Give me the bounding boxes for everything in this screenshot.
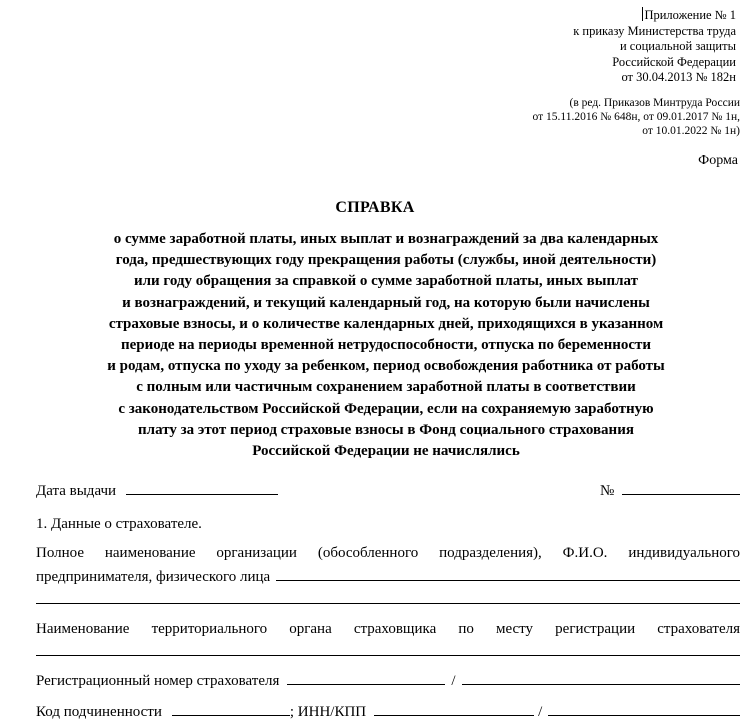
issue-date-row	[36, 480, 278, 500]
subtitle-line: страховые взносы, и о количестве календарных дней, приходящихся в указанном	[108, 315, 664, 332]
header-line-1: Приложение № 1	[644, 8, 736, 22]
slash-separator: /	[451, 673, 456, 689]
header-line-3: и социальной защиты	[619, 39, 736, 53]
number-row	[600, 480, 740, 500]
issue-date-label: Дата выдачи	[36, 483, 117, 499]
subordination-code-field[interactable]	[172, 701, 290, 716]
reg-number-field-2[interactable]	[462, 670, 740, 685]
kpp-field[interactable]	[548, 701, 740, 716]
subordination-label: Код подчиненности	[36, 704, 162, 720]
subtitle-line: о сумме заработной платы, иных выплат и вознаграждений за два календарных	[113, 231, 659, 247]
subtitle-line: Российской Федерации не начислялись	[252, 443, 520, 460]
org-name-label-line-1: Полное наименование организации (обособленного подразделения), Ф.И.О. индивидуального	[36, 545, 740, 561]
document-number-field[interactable]	[622, 480, 740, 495]
org-name-field[interactable]	[276, 566, 740, 581]
number-label: №	[600, 483, 615, 499]
form-label: Форма	[698, 153, 738, 168]
territorial-body-label: Наименование территориального органа страховщика по месту регистрации страхователя	[36, 621, 740, 637]
reg-number-label: Регистрационный номер страхователя	[36, 673, 280, 689]
amendment-line-3: от 10.01.2022 № 1н)	[642, 125, 740, 137]
amendment-line-2: от 15.11.2016 № 648н, от 09.01.2017 № 1н,	[532, 111, 740, 123]
appendix-header	[573, 7, 736, 86]
reg-number-row	[36, 670, 740, 690]
subtitle-line: с полным или частичным сохранением заработной платы в соответствии	[136, 379, 636, 396]
amendments-note	[533, 96, 740, 138]
slash-separator: /	[538, 704, 543, 720]
subtitle-line: и вознаграждений, и текущий календарный год, на которую были начислены	[122, 294, 650, 311]
org-name-row	[36, 566, 740, 586]
territorial-body-field[interactable]	[36, 655, 740, 656]
header-line-5: от 30.04.2013 № 182н	[621, 70, 736, 84]
document-title: СПРАВКА	[335, 199, 415, 216]
inn-kpp-label: ; ИНН/КПП	[289, 704, 367, 720]
header-line-4: Российской Федерации	[612, 54, 736, 69]
inn-field[interactable]	[374, 701, 534, 716]
subtitle-line: с законодательством Российской Федерации, если на сохраняемую заработную	[118, 400, 654, 417]
subordination-row	[36, 701, 740, 721]
subtitle-line: года, предшествующих году прекращения работы (службы, иной деятельности)	[115, 252, 657, 269]
amendment-line-1: (в ред. Приказов Минтруда России	[569, 97, 740, 109]
subtitle-line: или году обращения за справкой о сумме заработной платы, иных выплат	[133, 273, 639, 290]
section-1-heading: 1. Данные о страхователе.	[36, 516, 202, 532]
subtitle-line: и родам, отпуска по уходу за ребенком, период освобождения работника от работы	[107, 358, 665, 375]
header-line-2: к приказу Министерства труда	[573, 23, 736, 38]
reg-number-field[interactable]	[287, 670, 445, 685]
document-subtitle	[30, 229, 742, 462]
subtitle-line: периоде на периоды временной нетрудоспособности, отпуска по беременности	[120, 337, 652, 354]
org-name-field-continuation[interactable]	[36, 603, 740, 604]
subtitle-line: плату за этот период страховые взносы в Фонд социального страхования	[138, 421, 634, 438]
org-name-label-line-2: предпринимателя, физического лица	[36, 569, 271, 585]
issue-date-field[interactable]	[126, 480, 278, 495]
